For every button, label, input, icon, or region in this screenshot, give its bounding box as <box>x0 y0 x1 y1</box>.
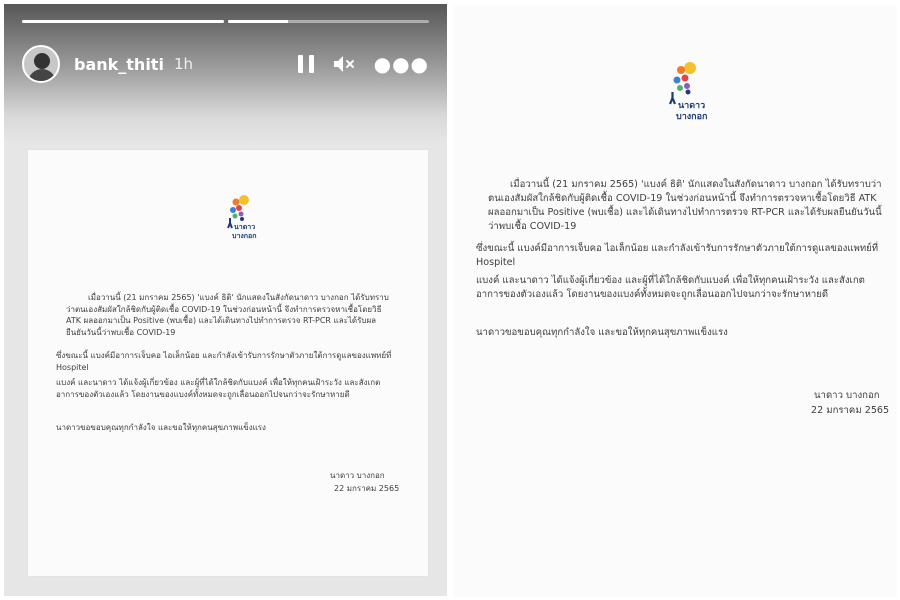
paragraph-4: นาดาวขอขอบคุณทุกกำลังใจ และขอให้ทุกคนสุขภาพแข็งแรง <box>56 423 266 432</box>
paragraph-1-text: เมื่อวานนี้ (21 มกราคม 2565) 'แบงค์ ธิติ' นักแสดงในสังกัดนาดาว บางกอก ได้รับทราบว่าตนเองสัมผัสใกล้ชิดกับผู้ติดเชื้อ COVID-19 ในช่วงก่อนหน้านี้ จึงทำการตรวจหาเชื้อโดยวิธี ATK ผลออกมาเป็น Positive (พบเชื้อ) และได้เดินทางไปทำการตรวจ RT-PCR และได้รับผลยืนยันวันนี้ว่าพบเชื้อ COVID-19 <box>488 179 882 232</box>
logo-text-line-2: บางกอก <box>676 112 708 122</box>
nadao-logo <box>650 60 710 130</box>
pause-icon[interactable] <box>298 55 314 73</box>
document-small <box>28 150 428 576</box>
paragraph-3: แบงค์ และนาดาว ได้แจ้งผู้เกี่ยวข้อง และผู้ที่ได้ใกล้ชิดกับแบงค์ เพื่อให้ทุกคนเฝ้าระวัง และสังเกตอาการของตัวเองแล้ว โดยงานของแบงค์ทั้งหมดจะถูกเลื่อนออกไปจนกว่าจะรักษาหายดี <box>476 275 865 300</box>
story-header <box>22 40 429 88</box>
story-progress-bars <box>22 20 429 24</box>
post-time: 1h <box>173 55 193 73</box>
story-progress-segment-2[interactable] <box>228 20 430 23</box>
document-large <box>454 6 896 596</box>
story-panel <box>4 4 447 596</box>
nadao-logo <box>206 194 266 250</box>
paragraph-1 <box>488 178 884 234</box>
logo-text-line-1: นาดาว <box>678 101 706 111</box>
signature-date: 22 มกราคม 2565 <box>811 405 890 416</box>
story-progress-segment-1[interactable] <box>22 20 224 23</box>
logo-text-line-1: นาดาว <box>234 223 256 231</box>
username[interactable]: bank_thiti <box>74 54 164 74</box>
story-controls <box>298 54 429 74</box>
volume-mute-icon[interactable] <box>332 54 356 74</box>
signature-name: นาดาว บางกอก <box>814 390 880 401</box>
signature-date: 22 มกราคม 2565 <box>334 484 400 493</box>
paragraph-2: ซึ่งขณะนี้ แบงค์มีอาการเจ็บคอ ไอเล็กน้อย และกำลังเข้ารับการรักษาตัวภายใต้การดูแลของแพทย์ที่ Hospitel <box>476 243 879 268</box>
more-icon[interactable]: ●●● <box>373 52 429 76</box>
paragraph-2: ซึ่งขณะนี้ แบงค์มีอาการเจ็บคอ ไอเล็กน้อย และกำลังเข้ารับการรักษาตัวภายใต้การดูแลของแพทย์ที่ Hospitel <box>56 351 392 372</box>
logo-text-line-2: บางกอก <box>232 232 257 240</box>
paragraph-1-text: เมื่อวานนี้ (21 มกราคม 2565) 'แบงค์ ธิติ' นักแสดงในสังกัดนาดาว บางกอก ได้รับทราบว่าตนเองสัมผัสใกล้ชิดกับผู้ติดเชื้อ COVID-19 ในช่วงก่อนหน้านี้ จึงทำการตรวจหาเชื้อโดยวิธี ATK ผลออกมาเป็น Positive (พบเชื้อ) และได้เดินทางไปทำการตรวจ RT-PCR และได้รับผลยืนยันวันนี้ว่าพบเชื้อ COVID-19 <box>66 293 389 337</box>
paragraph-3: แบงค์ และนาดาว ได้แจ้งผู้เกี่ยวข้อง และผู้ที่ได้ใกล้ชิดกับแบงค์ เพื่อให้ทุกคนเฝ้าระวัง และสังเกตอาการของตัวเองแล้ว โดยงานของแบงค์ทั้งหมดจะถูกเลื่อนออกไปจนกว่าจะรักษาหายดี <box>56 378 381 399</box>
paragraph-4: นาดาวขอขอบคุณทุกกำลังใจ และขอให้ทุกคนสุขภาพแข็งแรง <box>476 327 728 338</box>
signature-name: นาดาว บางกอก <box>330 471 385 480</box>
paragraph-1 <box>66 292 396 338</box>
avatar[interactable] <box>22 45 60 83</box>
